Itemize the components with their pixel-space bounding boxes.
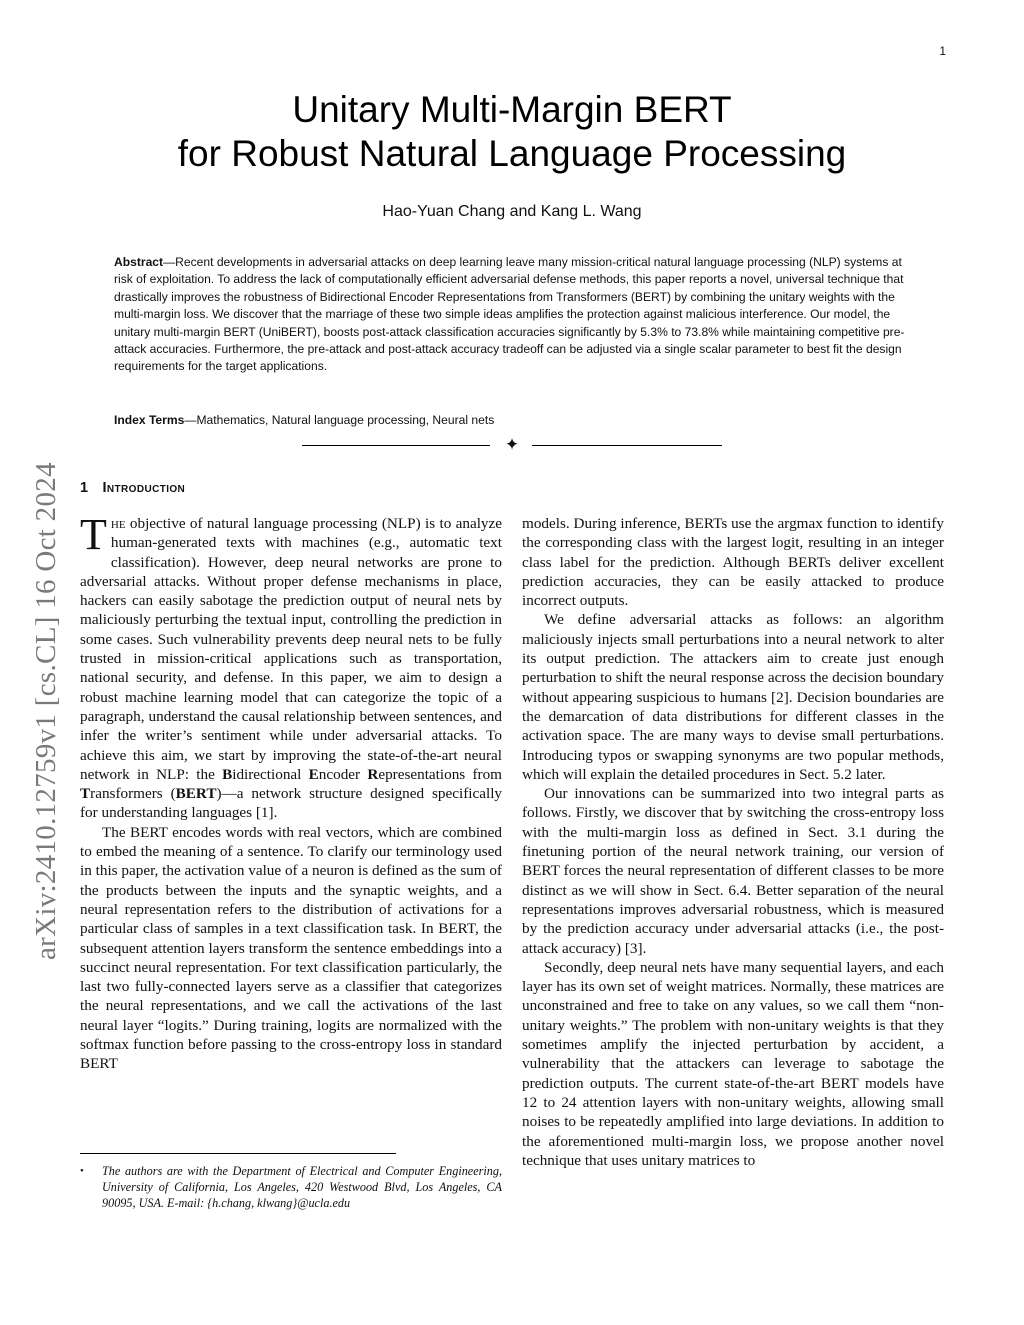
abstract-text: —Recent developments in adversarial attacks on deep learning leave many mission-critical natural language processing (NLP) systems at risk of exploitation. To address the lack of computationally efficient adversarial defense methods, this paper reports a novel, universal technique that drastically improves the robustness of Bidirectional Encoder Representations from Transformers (BERT) by combining the unitary weights with the multi-margin loss. We discover that the marriage of these two simple ideas amplifies the protection against malicious interference. Our model, the unitary multi-margin BERT (UniBERT), boosts post-attack classification accuracies significantly by 5.3% to 73.8% while maintaining competitive pre-attack accuracies. Furthermore, the pre-attack and post-attack accuracy tradeoff can be adjusted via a single scalar parameter to best fit the design requirements for the target applications. [114, 255, 905, 374]
intro-paragraph-4: We define adversarial attacks as follows: an algorithm maliciously injects small perturbations into a neural network to alter its output prediction. The attackers aim to create just enough perturbation to shift the neural response across the decision boundary without appearing suspicious to humans [2]. Decision boundaries are the demarcation of data distributions for different classes in the activation space. The are many ways to devise small perturbations. Introducing typos or swapping synonyms are two popular methods, which will explain the detailed procedures in Sect. 5.2 later. [522, 611, 944, 783]
index-terms-label: Index Terms [114, 413, 185, 427]
index-terms-text: —Mathematics, Natural language processing, Neural nets [184, 413, 495, 427]
divider-rule-left [302, 445, 490, 446]
intro-paragraph-1 [80, 510, 503, 823]
abstract [114, 254, 914, 376]
abstract-label: Abstract [114, 255, 164, 269]
bert-word-r: epresentations from [378, 765, 502, 783]
title-line-2: for Robust Natural Language Processing [177, 133, 847, 174]
bert-letter-r: R [367, 765, 379, 783]
section-number: 1 [80, 480, 89, 496]
section-heading-introduction [80, 480, 185, 496]
section-divider [302, 436, 722, 456]
author-affiliation-footnote [80, 1164, 502, 1211]
footnote-text: The authors are with the Department of Electrical and Computer Engineering, University of California, Los Angeles, 420 Westwood Blvd, Los Angeles, CA 90095, USA. E-mail: {h.chang, klwang}@ucla.edu [102, 1164, 502, 1210]
paper-title [60, 88, 964, 176]
bert-acronym: BERT [175, 785, 217, 803]
title-line-1: Unitary Multi-Margin BERT [292, 89, 732, 130]
section-title: Introduction [102, 480, 186, 496]
paren-open: ( [170, 785, 176, 803]
bert-letter-b: B [222, 765, 233, 783]
bert-word-t: ransformers [90, 785, 163, 803]
divider-star-icon: ✦ [504, 435, 520, 455]
intro-text-1a: objective of natural language processing (NLP) is to analyze human-generated texts with machines (e.g., automatic text classification). However, deep neural networks are prone to adversarial attacks. Without proper defense mechanisms in place, hackers can easily sabotage the prediction output of neural nets by maliciously perturbing the textual input, controlling the prediction in some cases. Such vulnerability prevents deep neural nets to be fully trusted in mission-critical applications such as transportation, national security, and defense. In this paper, we aim to design a robust machine learning model that can categorize the topic of a paragraph, understand the causal relationship between sentences, and infer the writer’s sentiment while under adversarial attacks. To achieve this aim, we start by improving the state-of-the-art neural network in NLP: the [80, 515, 502, 783]
drop-cap-rest: he [110, 515, 126, 532]
bert-letter-e: E [308, 765, 319, 783]
intro-paragraph-6: Secondly, deep neural nets have many sequential layers, and each layer has its own set of weight matrices. Normally, these matrices are unconstrained and free to take on any values, so we call them “non-unitary weights.” The problem with non-unitary weights is that they sometimes amplify the injected perturbation by accident, a vulnerability that the attackers can leverage to sabotage the prediction outputs. The current state-of-the-art BERT models have 12 to 24 attention layers with non-unitary weights, allowing small noises to be repeatedly amplified into large deviations. In addition to the aforementioned multi-margin loss, we propose another novel technique that uses unitary matrices to [522, 958, 944, 1169]
intro-text-1b: )—a network structure designed specifically for understanding languages [1]. [80, 785, 503, 822]
intro-paragraph-3: models. During inference, BERTs use the argmax function to identify the corresponding class with the largest logit, resulting in an integer class label for the prediction. Although BERTs deliver excellent prediction accuracies, they can be easily attacked to produce incorrect outputs. [522, 515, 944, 610]
bert-word-b: idirectional [232, 765, 309, 783]
right-column [522, 514, 944, 1170]
left-column [80, 510, 503, 1074]
footnote-bullet-icon: • [80, 1165, 84, 1177]
page-number: 1 [939, 44, 946, 58]
drop-cap: T [80, 510, 107, 559]
index-terms [114, 412, 914, 429]
divider-rule-right [532, 445, 722, 446]
arxiv-identifier: arXiv:2410.12759v1 [cs.CL] 16 Oct 2024 [30, 462, 62, 960]
author-list: Hao-Yuan Chang and Kang L. Wang [382, 203, 642, 220]
intro-paragraph-5: Our innovations can be summarized into two integral parts as follows. Firstly, we discover that by switching the cross-entropy loss with the multi-margin loss as defined in Sect. 3.1 during the finetuning portion of the neural network training, our version of BERT forces the neural representation of different classes to be more distinct as we will show in Sect. 6.4. Better separation of the neural representations improves adversarial robustness, which is measured by the prediction accuracy under adversarial attacks (i.e., the post-attack accuracy) [3]. [522, 785, 944, 957]
footnote-rule [80, 1153, 396, 1154]
intro-paragraph-2: The BERT encodes words with real vectors, which are combined to embed the meaning of a sentence. To clarify our terminology used in this paper, the activation value of a neuron is defined as the sum of the products between the inputs and the synaptic weights, and a neural representation refers to the distribution of activations for a particular class of samples in a text classification task. In BERT, the subsequent attention layers transform the sentence embeddings into a succinct neural representation. For text classification particularly, the last two fully-connected layers serve as a classifier that categorizes the neural representations, and we call the activations of the last neural layer “logits.” During training, logits are normalized with the softmax function before passing to the cross-entropy loss in standard BERT [80, 823, 502, 1073]
bert-letter-t: T [80, 785, 91, 803]
bert-word-e: ncoder [318, 765, 368, 783]
